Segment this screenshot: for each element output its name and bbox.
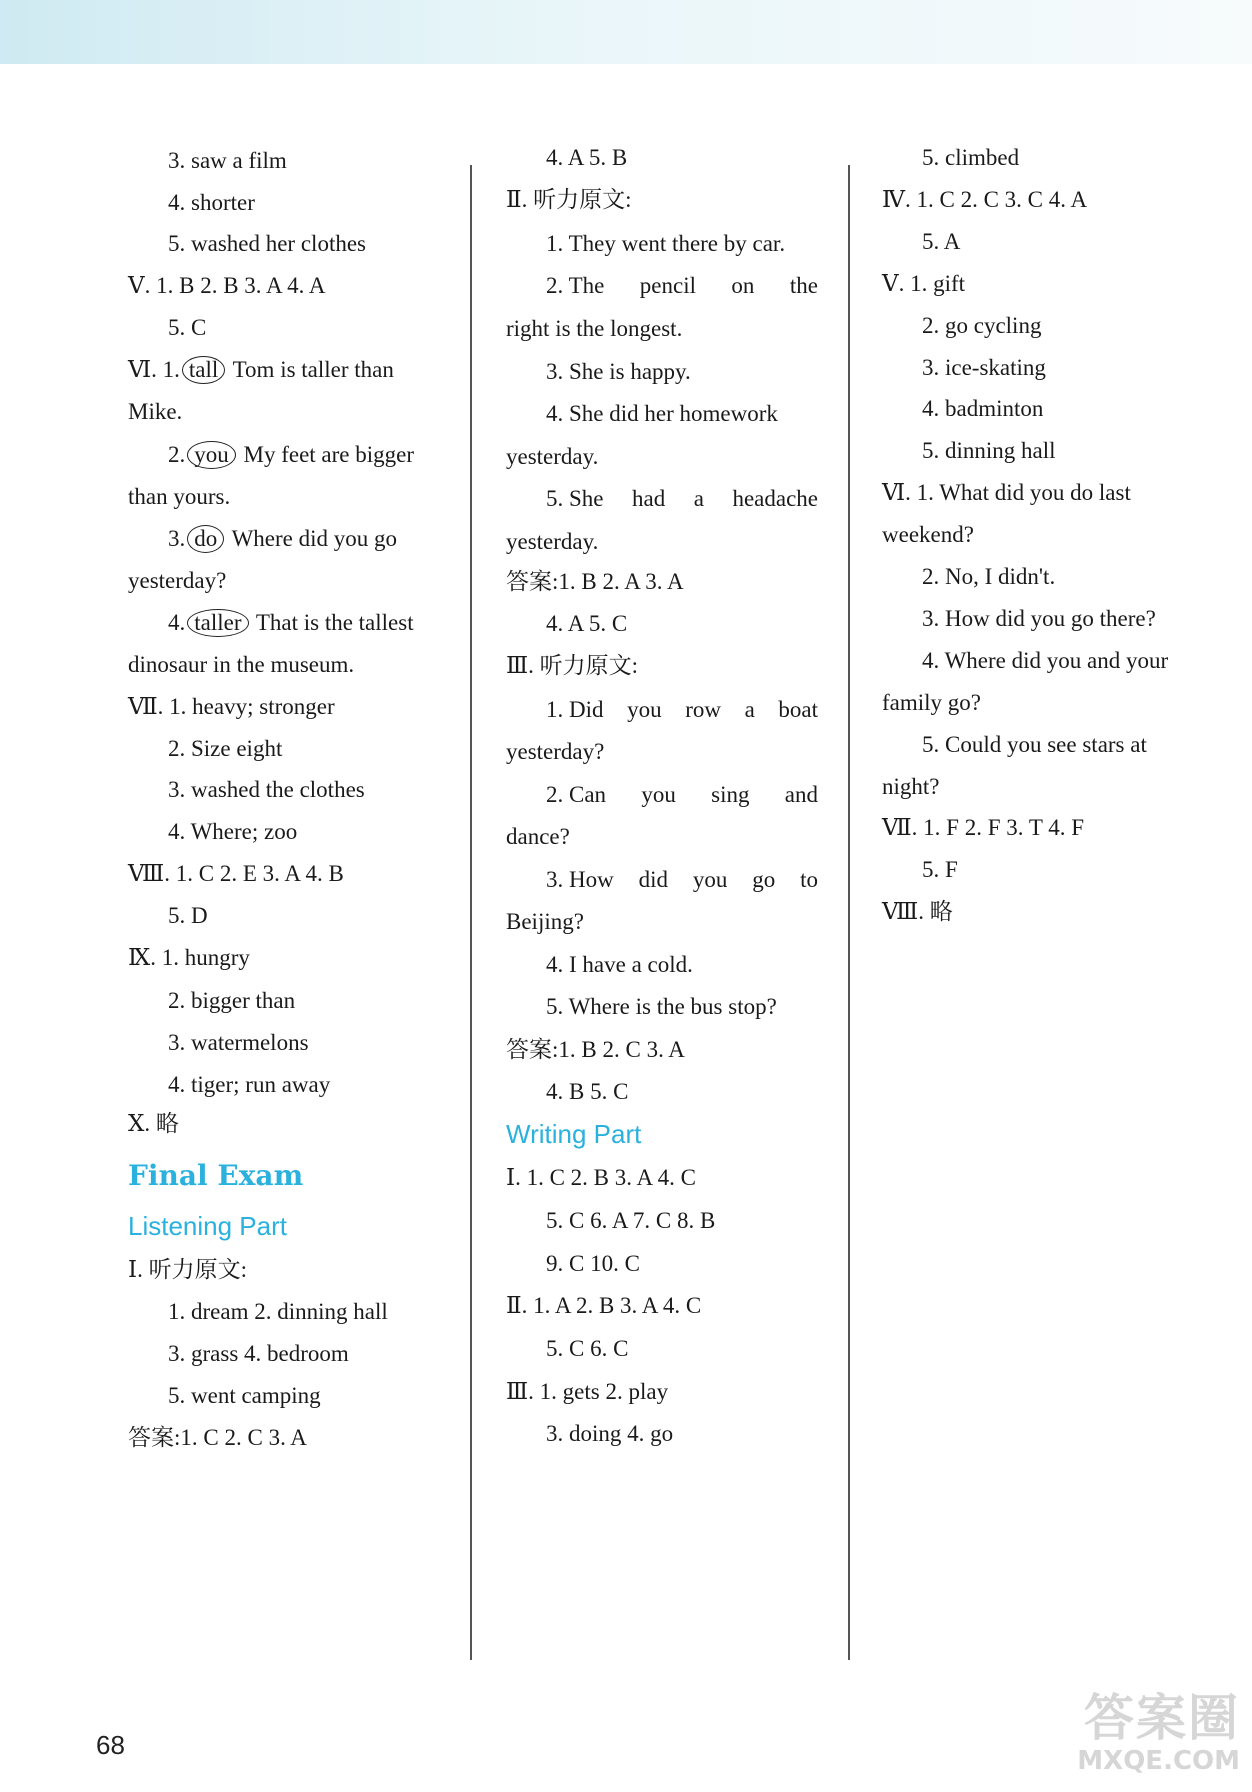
answer-line: Ⅶ. 1. F 2. F 3. T 4. F [882,815,1085,840]
answer-line [128,607,464,639]
answer-line: night? [882,774,940,799]
answer-line [506,270,818,302]
answer-line [506,483,818,515]
answer-line [506,779,818,811]
circled-word: you [187,441,236,469]
answer-line: 5. C 6. A 7. C 8. B [546,1208,716,1233]
answer-line [506,694,818,726]
answer-line: Ⅶ. 1. heavy; stronger [128,694,335,719]
word: you [627,697,662,722]
answer-line: Ⅴ. 1. B 2. B 3. A 4. A [128,273,326,298]
word: 3. How [546,867,614,892]
word: 2. Can [546,782,607,807]
answer-line: 1. dream 2. dinning hall [168,1299,388,1324]
column-divider [848,165,850,1660]
watermark-text: 答案圈 [1084,1689,1240,1747]
answer-line: 4. shorter [168,190,255,215]
answer-line: 4. I have a cold. [546,952,693,977]
answer-line: Ⅰ. 1. C 2. B 3. A 4. C [506,1165,696,1190]
watermark-url: MXQE.COM [1077,1746,1240,1776]
subsection-title-listening: Listening Part [128,1211,287,1241]
word: a [744,697,755,722]
circled-word: tall [182,356,225,384]
word: sing [711,782,750,807]
word: had [632,486,666,511]
answer-line [128,354,464,386]
section-title-final-exam: Final Exam [128,1159,304,1192]
answer-line: right is the longest. [506,316,683,341]
answer-line: Ⅱ. 1. A 2. B 3. A 4. C [506,1293,702,1318]
answer-line: 4. A 5. C [546,611,628,636]
answer-column-3 [882,145,1202,1660]
answer-line [128,523,464,555]
word: pencil [639,273,696,298]
answer-line: than yours. [128,484,231,509]
answer-line: 5. C [168,315,207,340]
word: did [638,867,668,892]
answer-line: Ⅹ. 略 [128,1111,179,1136]
answer-line: 4. Where; zoo [168,819,298,844]
answer-line: 1. They went there by car. [546,231,786,256]
answer-line: 5. washed her clothes [168,231,366,256]
item-number: 4. [168,610,186,635]
answer-line: 3. doing 4. go [546,1421,674,1446]
correction-text: That is the tallest [250,610,414,635]
answer-line: Mike. [128,399,183,424]
word: a [693,486,704,511]
circled-word: taller [187,609,248,637]
answer-line: 3. grass 4. bedroom [168,1341,349,1366]
correction-text: My feet are bigger [237,442,415,467]
answer-line: Ⅲ. 1. gets 2. play [506,1379,669,1404]
answer-column-1 [128,148,464,1660]
answer-line: 答案:1. B 2. A 3. A [506,569,684,594]
answer-line: 5. climbed [922,145,1020,170]
word: on [731,273,755,298]
answer-line: 2. go cycling [922,313,1042,338]
word: row [685,697,721,722]
answer-line: Ⅲ. 听力原文: [506,653,639,678]
item-number: Ⅵ. 1. [128,357,180,382]
answer-line: 5. A [922,229,961,254]
answer-line: 3. How did you go there? [922,606,1156,631]
top-decorative-band [0,0,1252,64]
answer-line: 5. C 6. C [546,1336,629,1361]
item-number: 2. [168,442,186,467]
answer-line: 答案:1. B 2. C 3. A [506,1037,685,1062]
answer-line: 4. tiger; run away [168,1072,331,1097]
circled-word: do [187,525,224,553]
page-number: 68 [96,1730,125,1760]
answer-line: 4. A 5. B [546,145,628,170]
answer-line: 4. B 5. C [546,1079,629,1104]
word: headache [732,486,818,511]
answer-line: family go? [882,690,981,715]
word: go [752,867,776,892]
subsection-title-writing: Writing Part [506,1119,642,1149]
answer-column-2 [506,145,818,1660]
correction-text: Tom is taller than [227,357,394,382]
answer-line: 2. bigger than [168,988,296,1013]
answer-line [506,864,818,896]
answer-line: 5. Where is the bus stop? [546,994,777,1019]
answer-line: yesterday? [128,568,227,593]
answer-line: 5. dinning hall [922,438,1056,463]
answer-line: 3. watermelons [168,1030,309,1055]
answer-line: yesterday. [506,444,599,469]
answer-line: Ⅴ. 1. gift [882,271,966,296]
watermark-logo [1000,1690,1240,1786]
answer-line: yesterday? [506,739,605,764]
answer-line: dinosaur in the museum. [128,652,355,677]
answer-line [128,439,464,471]
answer-line: 4. badminton [922,396,1044,421]
answer-line: 3. saw a film [168,148,287,173]
word: 1. Did [546,697,604,722]
answer-line: 5. D [168,903,208,928]
answer-line: Ⅳ. 1. C 2. C 3. C 4. A [882,187,1088,212]
column-divider [470,165,472,1660]
answer-line: Ⅵ. 1. What did you do last [882,480,1131,505]
answer-line: Ⅷ. 1. C 2. E 3. A 4. B [128,861,344,886]
answer-line: 2. Size eight [168,736,283,761]
answer-line: 4. Where did you and your [922,648,1169,673]
answer-line: yesterday. [506,529,599,554]
word: 5. She [546,486,604,511]
word: to [800,867,818,892]
answer-line: Ⅸ. 1. hungry [128,945,250,970]
answer-line: Ⅷ. 略 [882,899,953,924]
word: you [692,867,728,892]
answer-line: dance? [506,824,570,849]
answer-line: 5. F [922,857,958,882]
answer-line: 3. She is happy. [546,359,691,384]
word: you [641,782,676,807]
correction-text: Where did you go [226,526,398,551]
answer-line: 4. She did her homework [546,401,778,426]
word: 2. The [546,273,605,298]
answer-line: weekend? [882,522,974,547]
answer-line: 3. washed the clothes [168,777,365,802]
answer-line: 5. went camping [168,1383,321,1408]
answer-line: Ⅰ. 听力原文: [128,1257,247,1282]
word: the [789,273,818,298]
answer-line: 答案:1. C 2. C 3. A [128,1425,307,1450]
item-number: 3. [168,526,186,551]
answer-line: 9. C 10. C [546,1251,640,1276]
word: boat [778,697,818,722]
answer-line: Ⅱ. 听力原文: [506,187,632,212]
answer-line: 5. Could you see stars at [922,732,1147,757]
answer-line: Beijing? [506,909,584,934]
answer-line: 3. ice-skating [922,355,1046,380]
word: and [784,782,818,807]
answer-line: 2. No, I didn't. [922,564,1056,589]
